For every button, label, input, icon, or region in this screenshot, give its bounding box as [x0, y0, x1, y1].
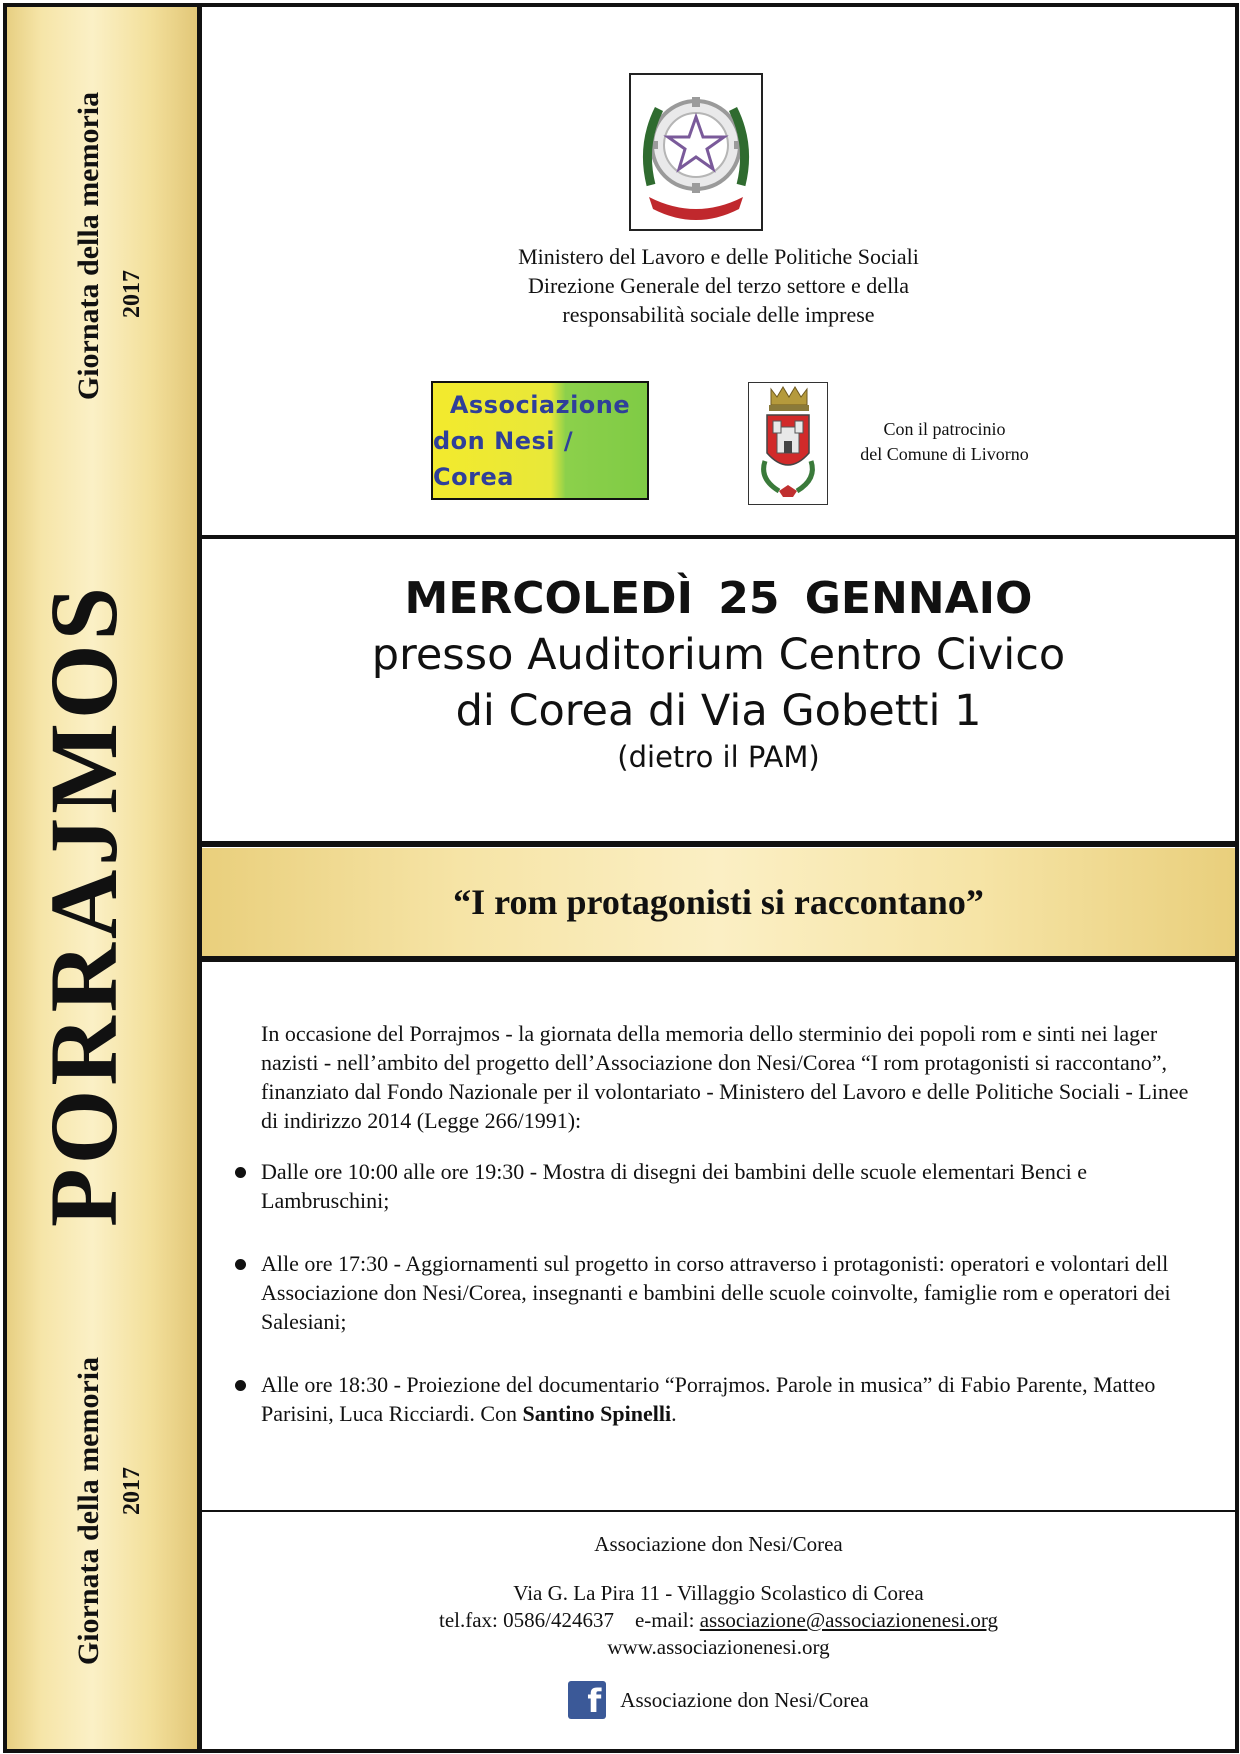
footer-website-link[interactable]: www.associazionenesi.org	[607, 1635, 830, 1659]
list-item	[261, 1157, 1201, 1215]
list-item-text: Dalle ore 10:00 alle ore 19:30 - Mostra di disegni dei bambini delle scuole elementari Benci e Lambruschini;	[261, 1159, 1087, 1213]
sidebar-bottom-year: 2017	[119, 1467, 145, 1515]
sidebar-bottom-label: Giornata della memoria	[72, 1356, 105, 1666]
footer-association-name: Associazione don Nesi/Corea	[594, 1532, 843, 1556]
divider-1	[202, 535, 1235, 539]
ministry-line-2: Direzione Generale del terzo settore e della	[527, 273, 910, 298]
patronage-line-2: del Comune di Livorno	[860, 444, 1029, 464]
event-section	[202, 547, 1235, 775]
list-item-text: Alle ore 17:30 - Aggiornamenti sul progetto in corso attraverso i protagonisti: operatori e volontari dell Associazione don Nesi/Corea, insegnanti e bambini delle scuole coinvolte, famiglie rom e operatori dei Salesiani;	[261, 1251, 1171, 1334]
body-text	[261, 1019, 1201, 1462]
footer-email-label: e-mail:	[634, 1608, 700, 1632]
sidebar-top-year: 2017	[119, 270, 145, 318]
list-item-text: Alle ore 18:30 - Proiezione del documentario “Porrajmos. Parole in musica” di Fabio Parente, Matteo Parisini, Luca Ricciardi. Con	[261, 1372, 1156, 1426]
event-venue-line-1: presso Auditorium Centro Civico	[371, 630, 1066, 680]
footer-contacts	[202, 1607, 1235, 1634]
bullet-icon	[235, 1167, 246, 1178]
facebook-link[interactable]	[202, 1681, 1235, 1719]
comune-di-livorno-coat-of-arms-icon	[748, 382, 828, 505]
patronage-line-1: Con il patrocinio	[883, 419, 1006, 439]
sidebar-top-label: Giornata della memoria	[72, 91, 105, 401]
sidebar-title: PORRAJMOS	[30, 583, 137, 1227]
association-logo-line-2: don Nesi / Corea	[433, 426, 574, 491]
sidebar	[7, 7, 202, 1749]
divider-2	[202, 841, 1235, 847]
divider-4	[202, 1510, 1235, 1512]
project-banner	[202, 848, 1235, 956]
header-section	[202, 7, 1235, 535]
speaker-name: Santino Spinelli	[522, 1401, 672, 1426]
bullet-icon	[235, 1380, 246, 1391]
ministry-line-3: responsabilità sociale delle imprese	[562, 302, 875, 327]
list-item	[261, 1249, 1201, 1336]
event-venue-line-2: di Corea di Via Gobetti 1	[455, 686, 982, 736]
footer-email-link[interactable]: associazione@associazionenesi.org	[699, 1608, 998, 1632]
main-content	[202, 7, 1235, 1749]
list-item	[261, 1370, 1201, 1428]
poster-frame	[3, 3, 1239, 1753]
list-item-end: .	[671, 1401, 677, 1426]
facebook-label: Associazione don Nesi/Corea	[620, 1687, 869, 1712]
facebook-icon: f	[568, 1681, 606, 1719]
event-note: (dietro il PAM)	[617, 740, 820, 774]
footer	[202, 1517, 1235, 1719]
association-logo-line-1: Associazione	[449, 390, 631, 419]
repubblica-italiana-emblem-icon	[629, 73, 763, 231]
patronage-text	[842, 417, 1047, 467]
event-date: MERCOLEDÌ 25 GENNAIO	[404, 573, 1033, 624]
footer-address: Via G. La Pira 11 - Villaggio Scolastico di Corea	[513, 1581, 924, 1605]
intro-paragraph: In occasione del Porrajmos - la giornata della memoria dello sterminio dei popoli rom e sinti nei lager nazisti - nell’ambito del progetto dell’Associazione don Nesi/Corea “I rom protagonisti si raccontano”, finanziato dal Fondo Nazionale per il volontariato - Ministero del Lavoro e delle Politiche Sociali - Linee di indirizzo 2014 (Legge 266/1991):	[261, 1021, 1189, 1133]
project-title: “I rom protagonisti si raccontano”	[453, 882, 984, 922]
divider-3	[202, 956, 1235, 962]
bullet-icon	[235, 1259, 246, 1270]
ministry-text	[202, 242, 1235, 329]
footer-phone: tel.fax: 0586/424637	[439, 1608, 614, 1632]
ministry-line-1: Ministero del Lavoro e delle Politiche Sociali	[518, 244, 919, 269]
association-logo	[431, 381, 649, 500]
